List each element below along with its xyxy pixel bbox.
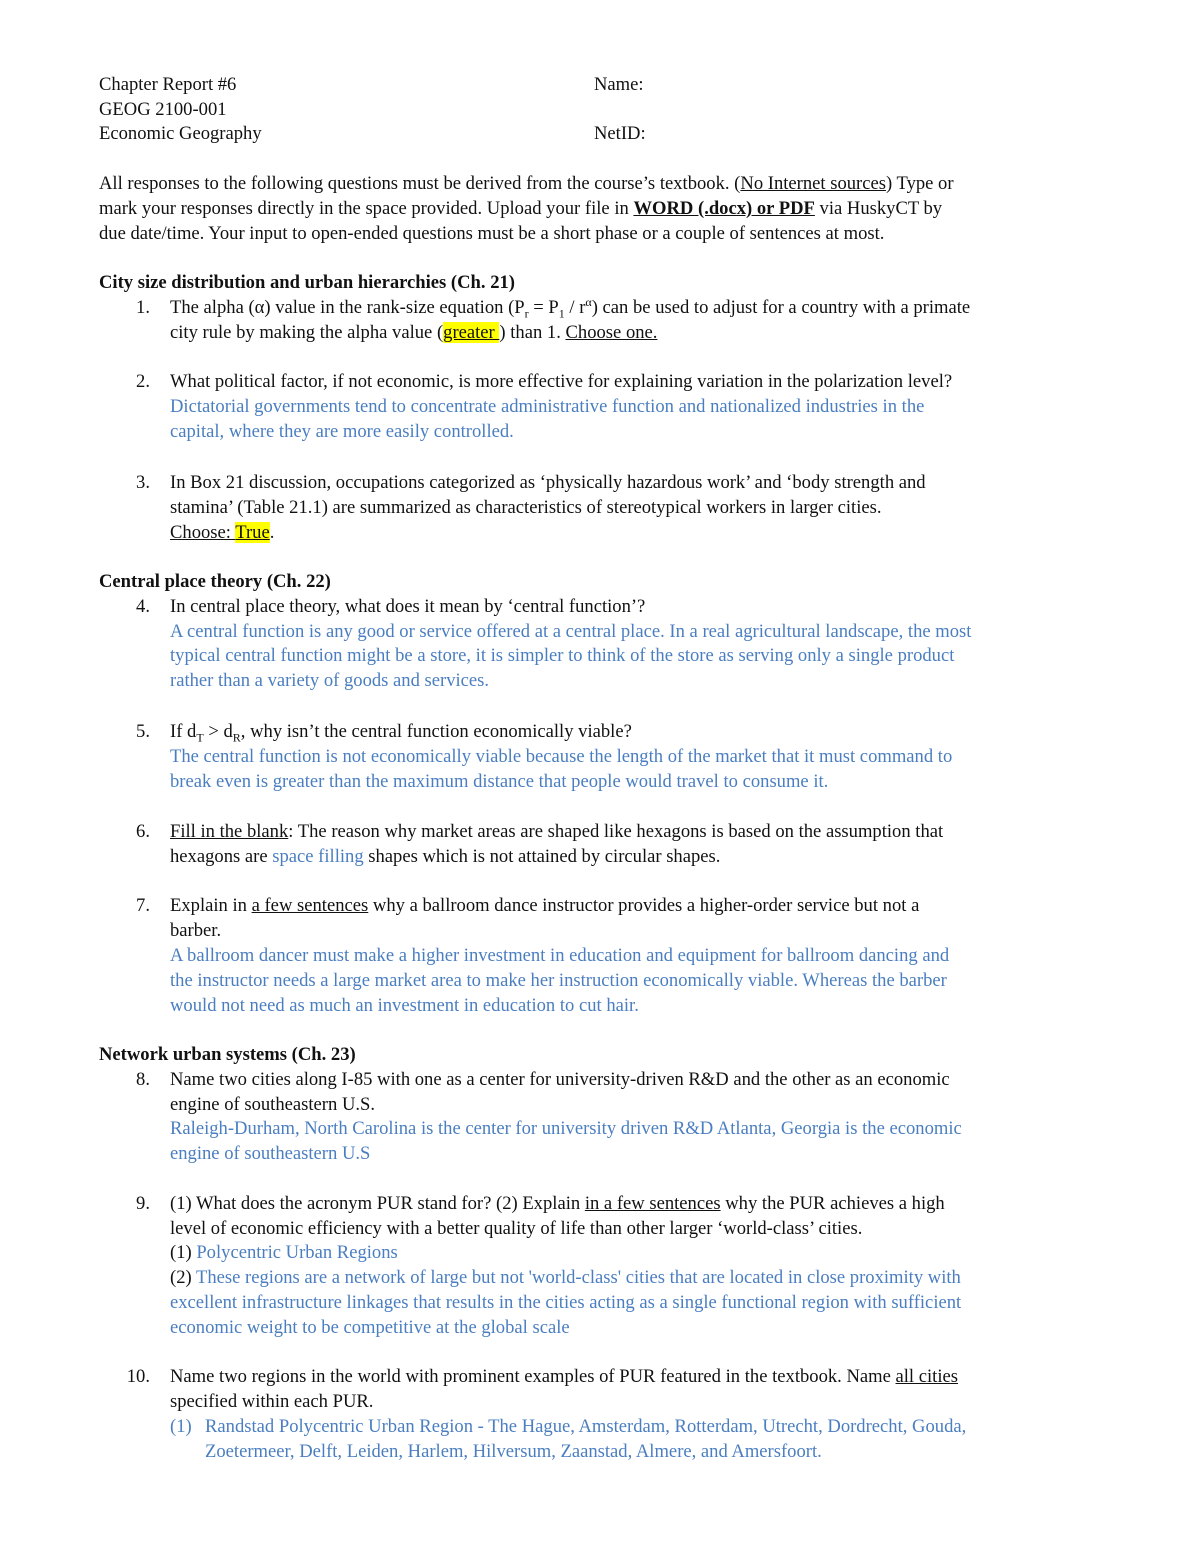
question-8-text-cont: engine of southeastern U.S. [170, 1094, 376, 1115]
question-3-answer: Choose: True. [170, 522, 275, 543]
question-4-text: In central place theory, what does it mean by ‘central function’? [170, 596, 646, 617]
question-6-text-cont: hexagons are space filling shapes which is not attained by circular shapes. [170, 846, 721, 867]
netid-label: NetID: [594, 123, 646, 144]
question-number: 7. [136, 895, 150, 916]
question-number: 5. [136, 721, 150, 742]
answer-5-line-1: The central function is not economically viable because the length of the market that it must command to [170, 746, 953, 767]
answer-9-part-2: (2) These regions are a network of large but not 'world-class' cities that are located in close proximity with [170, 1267, 961, 1288]
course-code: GEOG 2100-001 [99, 99, 227, 120]
instructions-line-2: mark your responses directly in the space provided. Upload your file in WORD (.docx) or PDF via HuskyCT by [99, 198, 943, 219]
answer-6: space filling [272, 846, 364, 867]
answer-7-line-3: would not need as much an investment in education to cut hair. [170, 995, 639, 1016]
question-number: 2. [136, 371, 150, 392]
question-number: 10. [126, 1366, 150, 1387]
question-7-text: Explain in a few sentences why a ballroom dance instructor provides a higher-order service but not a [170, 895, 920, 916]
report-title: Chapter Report #6 [99, 74, 237, 95]
question-3-text-cont: stamina’ (Table 21.1) are summarized as characteristics of stereotypical workers in larger cities. [170, 497, 882, 518]
answer-8-line-2: engine of southeastern U.S [170, 1143, 371, 1164]
answer-highlight: greater [443, 322, 500, 343]
question-7-text-cont: barber. [170, 920, 222, 941]
question-10-text: Name two regions in the world with prominent examples of PUR featured in the textbook. Name all cities [170, 1366, 958, 1387]
answer-7-line-1: A ballroom dancer must make a higher investment in education and equipment for ballroom dancing and [170, 945, 950, 966]
question-1-text: The alpha (α) value in the rank-size equation $(P_r = P_1 / r^\alpha)$ can be used to adjust for a country with a primate [170, 294, 971, 321]
question-number: 4. [136, 596, 150, 617]
question-1-text-cont: city rule by making the alpha value (greater ) than 1. Choose one. [170, 322, 658, 343]
answer-2-line-1: Dictatorial governments tend to concentrate administrative function and nationalized industries in the [170, 396, 925, 417]
question-10-text-cont: specified within each PUR. [170, 1391, 374, 1412]
answer-4-line-1: A central function is any good or service offered at a central place. In a real agricultural landscape, the most [170, 621, 972, 642]
course-subject: Economic Geography [99, 123, 262, 144]
answer-10-line-2: Zoetermeer, Delft, Leiden, Harlem, Hilversum, Zaanstad, Almere, and Amersfoort. [205, 1441, 822, 1462]
question-number: 9. [136, 1193, 150, 1214]
question-3-text: In Box 21 discussion, occupations categorized as ‘physically hazardous work’ and ‘body strength and [170, 472, 926, 493]
question-6-text: Fill in the blank: The reason why market areas are shaped like hexagons is based on the assumption that [170, 821, 944, 842]
answer-2-line-2: capital, where they are more easily controlled. [170, 421, 514, 442]
section-heading-ch22: Central place theory (Ch. 22) [99, 571, 331, 592]
answer-5-line-2: break even is greater than the maximum distance that people would travel to consume it. [170, 771, 829, 792]
instructions-line-1: All responses to the following questions must be derived from the course’s textbook. (No Internet sources) Type or [99, 173, 954, 194]
answer-10-item-number: (1) [170, 1416, 192, 1437]
question-9-text: (1) What does the acronym PUR stand for? (2) Explain in a few sentences why the PUR achieves a high [170, 1193, 945, 1214]
question-5-text: If $d_T > d_R$, why isn’t the central function economically viable? [170, 721, 632, 745]
answer-4-line-2: typical central function might be a store, it is simpler to think of the store as serving only a single product [170, 645, 955, 666]
answer-10-line-1: Randstad Polycentric Urban Region - The Hague, Amsterdam, Rotterdam, Utrecht, Dordrecht, Gouda, [205, 1416, 967, 1437]
question-2-text: What political factor, if not economic, is more effective for explaining variation in the polarization level? [170, 371, 953, 392]
section-heading-ch21: City size distribution and urban hierarchies (Ch. 21) [99, 272, 515, 293]
question-9-text-cont: level of economic efficiency with a better quality of life than other larger ‘world-class’ cities. [170, 1218, 863, 1239]
answer-highlight: True [235, 522, 270, 543]
answer-8-line-1: Raleigh-Durham, North Carolina is the center for university driven R&D Atlanta, Georgia is the economic [170, 1118, 962, 1139]
answer-4-line-3: rather than a variety of goods and services. [170, 670, 490, 691]
name-label: Name: [594, 74, 644, 95]
section-heading-ch23: Network urban systems (Ch. 23) [99, 1044, 356, 1065]
answer-9-line-3: excellent infrastructure linkages that results in the cities acting as a single functional region with sufficient [170, 1292, 962, 1313]
answer-7-line-2: the instructor needs a large market area to make her instruction economically viable. Whereas the barber [170, 970, 947, 991]
answer-9-line-4: economic weight to be competitive at the global scale [170, 1317, 570, 1338]
question-number: 6. [136, 821, 150, 842]
question-number: 8. [136, 1069, 150, 1090]
instructions-line-3: due date/time. Your input to open-ended questions must be a short phase or a couple of sentences at most. [99, 223, 885, 244]
answer-9-part-1: (1) Polycentric Urban Regions [170, 1242, 398, 1263]
question-number: 3. [136, 472, 150, 493]
question-8-text: Name two cities along I-85 with one as a center for university-driven R&D and the other as an economic [170, 1069, 950, 1090]
question-number: 1. [136, 297, 150, 318]
